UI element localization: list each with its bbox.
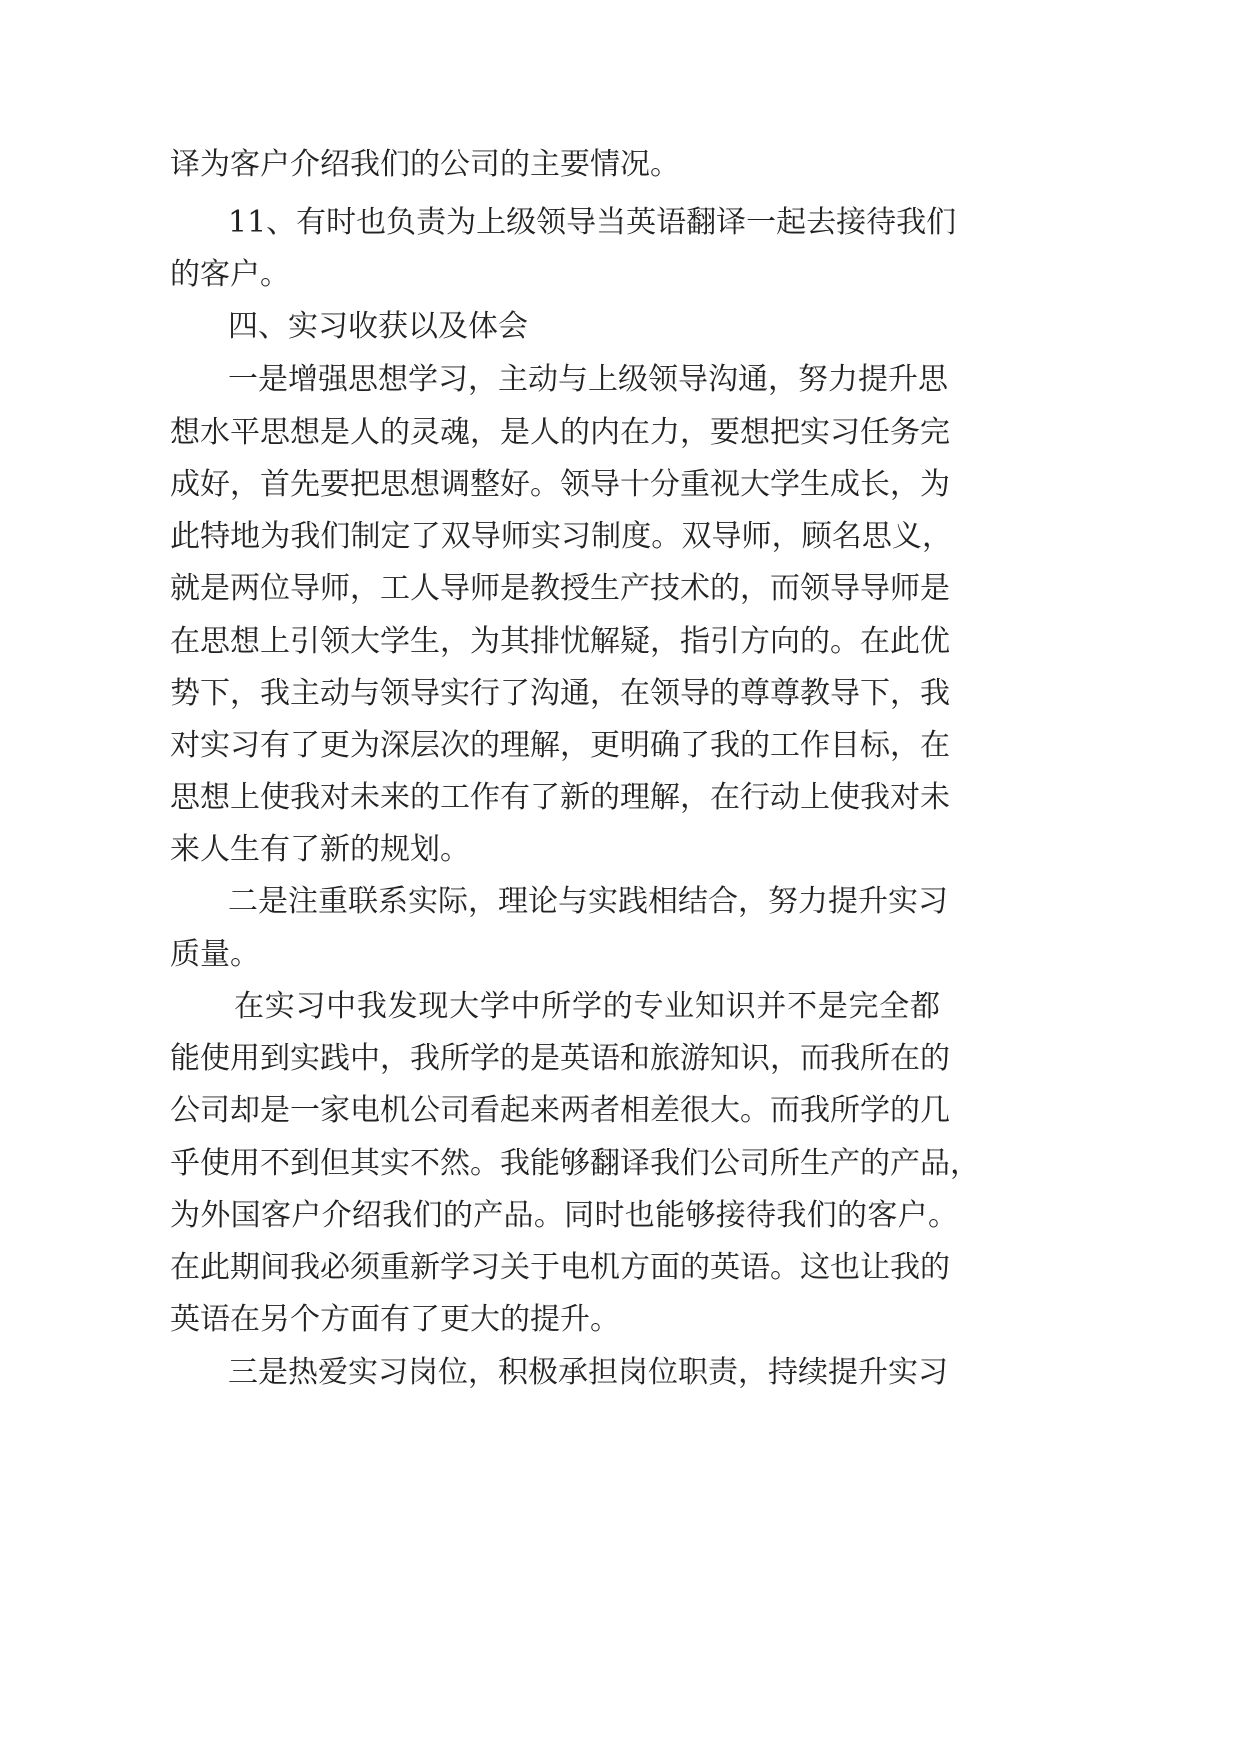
text-line (0, 1238, 1241, 1298)
text-line (0, 1343, 1241, 1403)
text-line (0, 768, 1241, 828)
text-line (0, 193, 1241, 253)
line-text: 译为客户介绍我们的公司的主要情况。 (170, 147, 680, 182)
line-text: 想水平思想是人的灵魂，是人的内在力，要想把实习任务完 (170, 415, 950, 450)
text-line (0, 1134, 1241, 1194)
text-line (0, 245, 1241, 305)
line-text: 四、实习收获以及体会 (228, 309, 528, 344)
text-line (0, 1186, 1241, 1246)
text-line (0, 135, 1241, 195)
line-text: 在此期间我必须重新学习关于电机方面的英语。这也让我的 (170, 1250, 950, 1285)
line-text: 对实习有了更为深层次的理解，更明确了我的工作目标，在 (170, 728, 950, 763)
text-line (0, 820, 1241, 880)
line-text: 质量。 (170, 937, 260, 972)
line-text: 一是增强思想学习，主动与上级领导沟通，努力提升思 (228, 362, 948, 397)
section-heading (0, 297, 1241, 357)
line-text: 成好，首先要把思想调整好。领导十分重视大学生成长，为 (170, 467, 950, 502)
line-text: 来人生有了新的规划。 (170, 832, 470, 867)
text-line (0, 507, 1241, 567)
line-text: 11、有时也负责为上级领导当英语翻译一起去接待我们 (228, 205, 957, 240)
text-line (0, 664, 1241, 724)
line-text: 公司却是一家电机公司看起来两者相差很大。而我所学的几 (170, 1093, 950, 1128)
text-line (0, 1081, 1241, 1141)
line-text: 就是两位导师，工人导师是教授生产技术的，而领导导师是 (170, 571, 950, 606)
text-line (0, 872, 1241, 932)
text-line (0, 716, 1241, 776)
text-line (0, 1029, 1241, 1089)
text-line (0, 559, 1241, 619)
text-line (0, 612, 1241, 672)
line-text: 能使用到实践中，我所学的是英语和旅游知识，而我所在的 (170, 1041, 950, 1076)
line-text: 势下，我主动与领导实行了沟通，在领导的尊尊教导下，我 (170, 676, 950, 711)
line-text: 三是热爱实习岗位，积极承担岗位职责，持续提升实习 (228, 1355, 948, 1390)
line-text: 乎使用不到但其实不然。我能够翻译我们公司所生产的产品， (170, 1146, 980, 1181)
line-text: 英语在另个方面有了更大的提升。 (170, 1302, 620, 1337)
text-line (0, 1290, 1241, 1350)
text-line (0, 350, 1241, 410)
line-text: 在思想上引领大学生，为其排忧解疑，指引方向的。在此优 (170, 624, 950, 659)
line-text: 的客户。 (170, 257, 290, 292)
line-text: 此特地为我们制定了双导师实习制度。双导师，顾名思义， (170, 519, 952, 554)
line-text: 在实习中我发现大学中所学的专业知识并不是完全都 (234, 989, 940, 1024)
text-line (0, 403, 1241, 463)
text-line (0, 977, 1241, 1037)
line-text: 思想上使我对未来的工作有了新的理解，在行动上使我对未 (170, 780, 950, 815)
text-line (0, 455, 1241, 515)
text-line (0, 925, 1241, 985)
line-text: 为外国客户介绍我们的产品。同时也能够接待我们的客户。 (170, 1198, 958, 1233)
line-text: 二是注重联系实际，理论与实践相结合，努力提升实习 (228, 884, 948, 919)
